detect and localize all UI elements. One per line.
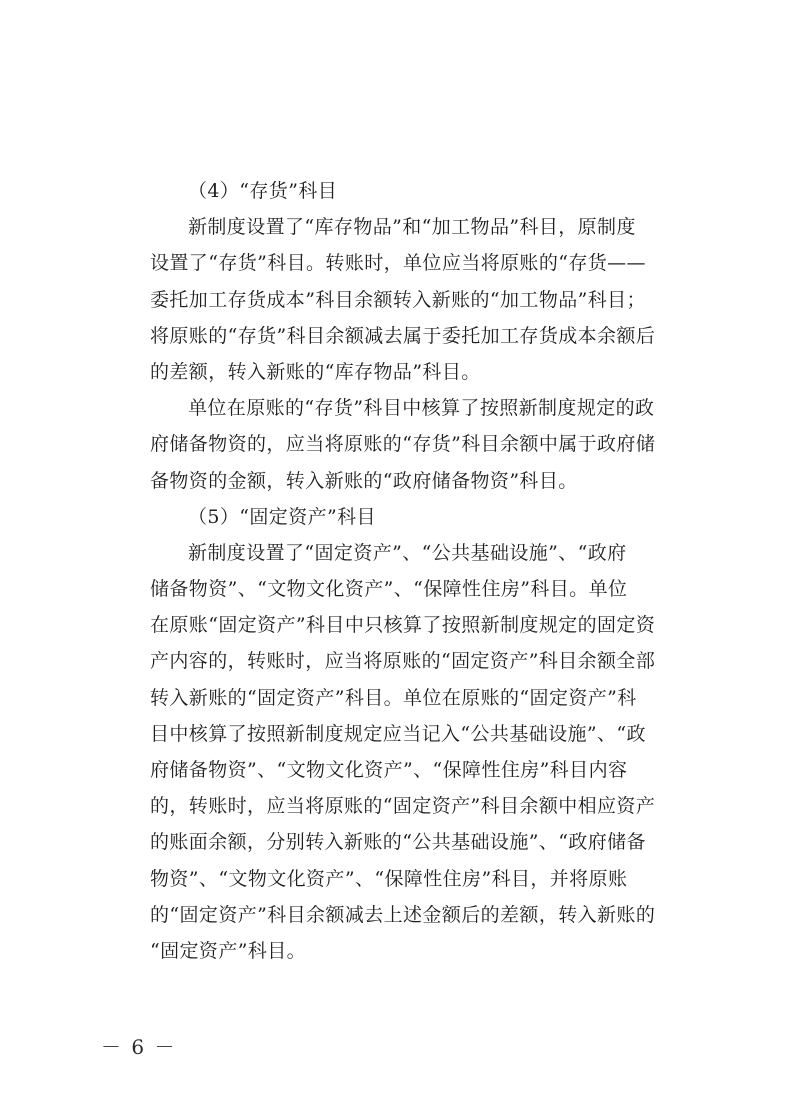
paragraph-line: 储备物资”、“文物文化资产”、“保障性住房”科目。单位 <box>150 578 628 601</box>
paragraph-line: 在原账“固定资产”科目中只核算了按照新制度规定的固定资 <box>150 614 656 637</box>
paragraph-line: “固定资产”科目。 <box>150 939 307 962</box>
paragraph-line: 府储备物资的，应当将原账的“存货”科目余额中属于政府储 <box>150 433 656 456</box>
section-heading-inventory: （4）“存货”科目 <box>188 180 338 202</box>
paragraph-line: 转入新账的“固定资产”科目。单位在原账的“固定资产”科 <box>150 686 637 709</box>
body-text <box>150 173 660 969</box>
paragraph-line: 新制度设置了“固定资产”、“公共基础设施”、“政府 <box>188 541 627 564</box>
paragraph-line: 单位在原账的“存货”科目中核算了按照新制度规定的政 <box>188 397 655 420</box>
paragraph-line: 新制度设置了“库存物品”和“加工物品”科目，原制度 <box>188 216 636 239</box>
paragraph-line: 将原账的“存货”科目余额减去属于委托加工存货成本余额后 <box>150 324 656 347</box>
section-heading-fixed-assets: （5）“固定资产”科目 <box>188 505 376 528</box>
paragraph-line: 物资”、“文物文化资产”、“保障性住房”科目，并将原账 <box>150 867 628 890</box>
paragraph-line: 的账面余额，分别转入新账的“公共基础设施”、“政府储备 <box>150 831 646 854</box>
paragraph-line: 的“固定资产”科目余额减去上述金额后的差额，转入新账的 <box>150 903 656 926</box>
paragraph-line: 的，转账时，应当将原账的“固定资产”科目余额中相应资产 <box>150 795 656 818</box>
paragraph-line: 产内容的，转账时，应当将原账的“固定资产”科目余额全部 <box>150 650 656 673</box>
paragraph-line: 备物资的金额，转入新账的“政府储备物资”科目。 <box>150 469 578 492</box>
paragraph-line: 目中核算了按照新制度规定应当记入“公共基础设施”、“政 <box>150 722 646 745</box>
paragraph-line: 委托加工存货成本”科目余额转入新账的“加工物品”科目； <box>150 288 646 311</box>
paragraph-line: 的差额，转入新账的“库存物品”科目。 <box>150 360 481 383</box>
paragraph-line: 府储备物资”、“文物文化资产”、“保障性住房”科目内容 <box>150 759 628 781</box>
page-number: － 6 － <box>101 1035 177 1059</box>
paragraph-line: 设置了“存货”科目。转账时，单位应当将原账的“存货—— <box>150 252 646 275</box>
